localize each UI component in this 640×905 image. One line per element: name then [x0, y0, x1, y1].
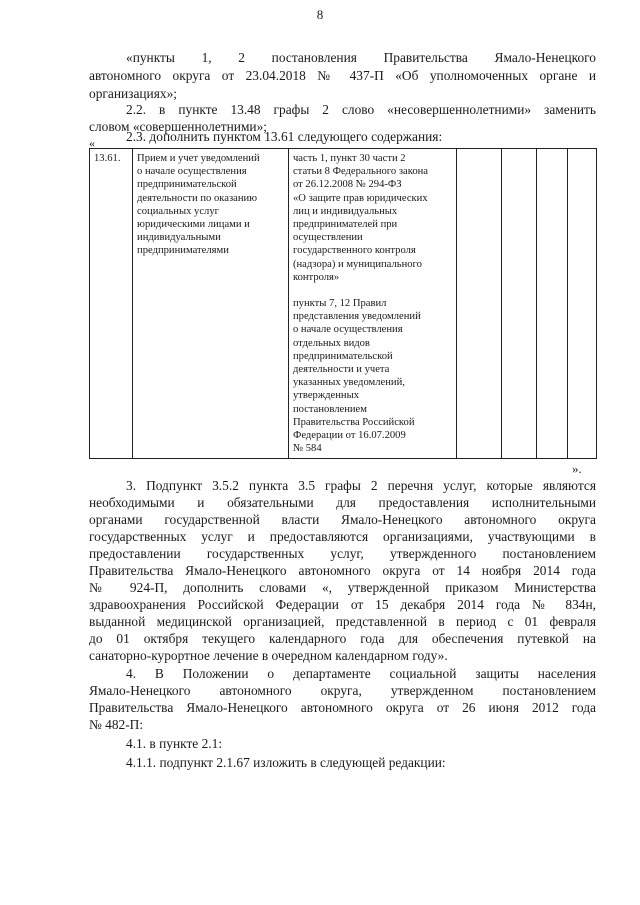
service-line: социальных услуг: [137, 205, 219, 217]
basis-line: отдельных видов: [292, 337, 370, 349]
item-3-line: предоставлении государственных услуг, утвержденного постановлением: [89, 546, 596, 561]
item-3-line: Правительства Ямало-Ненецкого автономного округа от 14 ноября 2014 года: [89, 563, 596, 578]
service-line: предпринимателями: [137, 245, 229, 257]
basis-line: от 26.12.2008 № 294-ФЗ: [292, 179, 402, 191]
item-4-line: Правительства Ямало-Ненецкого автономного округа от 26 июня 2012 года: [89, 700, 596, 715]
basis-line: пункты 7, 12 Правил: [292, 298, 387, 310]
service-line: о начале осуществления: [137, 166, 247, 178]
service-cell: [133, 149, 289, 459]
basis-line: Правительства Российской: [292, 416, 415, 428]
basis-line: статьи 8 Федерального закона: [292, 166, 428, 178]
item-3-line: здравоохранения Российской Федерации от 15 декабря 2014 года № 834н,: [89, 597, 596, 612]
empty-cell: [456, 149, 501, 459]
basis-line: контроля»: [292, 271, 340, 283]
row-number: 13.61.: [94, 153, 121, 164]
basis-line: часть 1, пункт 30 части 2: [292, 153, 406, 164]
amendment-table: [89, 148, 597, 459]
basis-line: постановлением: [292, 403, 367, 415]
service-line: деятельности по оказанию: [137, 192, 258, 204]
item-2-3: 2.3. дополнить пунктом 13.61 следующего содержания:: [126, 129, 443, 144]
item-3-line: 3. Подпункт 3.5.2 пункта 3.5 графы 2 перечня услуг, которые являются: [126, 478, 596, 493]
row-number-cell: [90, 149, 133, 459]
page-number: 8: [316, 7, 324, 22]
item-3-line: государственных услуг и предоставляются организациями, участвующими в: [89, 529, 596, 544]
empty-cell: [568, 149, 597, 459]
basis-line: осуществлении: [292, 232, 363, 244]
intro-line: организациях»;: [89, 86, 177, 101]
item-2-2-line: 2.2. в пункте 13.48 графы 2 слово «несовершеннолетними» заменить: [126, 102, 596, 117]
table-row: [90, 149, 597, 459]
item-3-line: до 01 октября текущего календарного года для обеспечения путевкой на: [89, 631, 596, 646]
empty-cell: [501, 149, 537, 459]
basis-line: представления уведомлений: [292, 311, 421, 323]
item-3-line: санаторно-курортное лечение в очередном календарном году».: [89, 648, 448, 663]
service-line: Прием и учет уведомлений: [137, 153, 260, 164]
basis-line: деятельности и учета: [292, 364, 390, 376]
intro-line: автономного округа от 23.04.2018 № 437-П «Об уполномоченных органе и: [89, 68, 596, 83]
basis-line: «О защите прав юридических: [292, 192, 428, 204]
table-open-quote: «: [89, 136, 95, 150]
item-3-line: № 924-П, дополнить словами «, утвержденной приказом Министерства: [89, 580, 596, 595]
basis-line: лиц и индивидуальных: [292, 205, 398, 217]
table-close-quote: ».: [572, 461, 582, 476]
item-3-line: необходимыми и обязательными для предоставления исполнительными: [89, 495, 596, 510]
empty-cell: [537, 149, 568, 459]
basis-line: указанных уведомлений,: [292, 377, 405, 389]
legal-basis-cell: [288, 149, 456, 459]
basis-line: № 584: [292, 443, 322, 455]
item-4-line: Ямало-Ненецкого автономного округа, утвержденном постановлением: [89, 683, 596, 698]
service-line: предпринимательской: [137, 179, 237, 191]
service-line: индивидуальными: [137, 232, 221, 244]
basis-line: государственного контроля: [292, 245, 416, 257]
item-3-line: органами государственной власти Ямало-Ненецкого автономного округа: [89, 512, 596, 527]
basis-line: о начале осуществления: [292, 324, 403, 336]
basis-line: предпринимателей при: [292, 219, 398, 231]
item-4-1: 4.1. в пункте 2.1:: [126, 736, 223, 751]
item-3-line: выданной медицинской организацией, представленной в период с 01 февраля: [89, 614, 596, 629]
basis-line: утвержденных: [292, 390, 360, 402]
item-2-2-line: словом «совершеннолетними»;: [89, 119, 268, 134]
item-4-1-1: 4.1.1. подпункт 2.1.67 изложить в следующей редакции:: [126, 755, 446, 770]
basis-line: Федерации от 16.07.2009: [292, 430, 406, 442]
basis-line: предпринимательской: [292, 350, 393, 362]
item-4-line: 4. В Положении о департаменте социальной защиты населения: [126, 666, 596, 681]
item-4-line: № 482-П:: [89, 717, 144, 732]
basis-line: (надзора) и муниципального: [292, 258, 422, 270]
service-line: юридическими лицами и: [137, 219, 250, 231]
intro-line: «пункты 1, 2 постановления Правительства Ямало-Ненецкого: [126, 50, 596, 65]
